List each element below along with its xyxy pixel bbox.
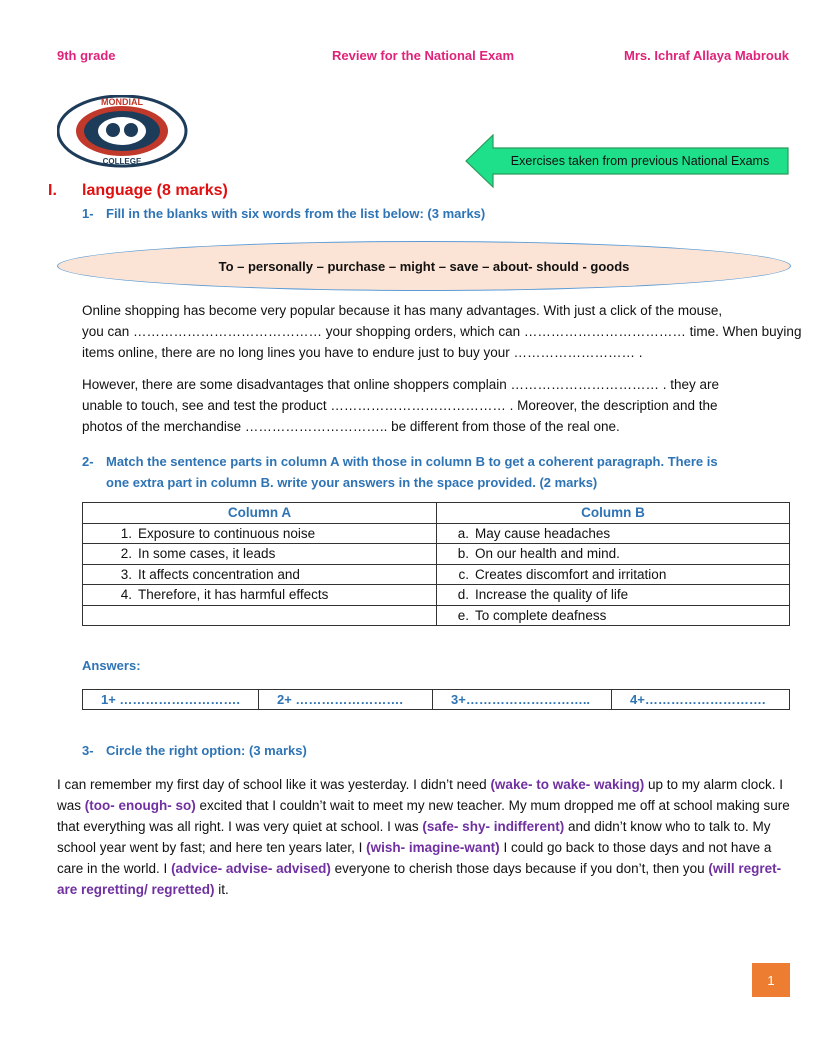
item-text: Therefore, it has harmful effects bbox=[138, 587, 329, 603]
answer-4[interactable]: 4+………………………. bbox=[612, 690, 790, 710]
cell-a bbox=[83, 564, 437, 585]
text-segment: I could go back to those days and not have a care in the world. I bbox=[57, 840, 772, 876]
option-group[interactable]: (wish- imagine-want) bbox=[366, 840, 500, 855]
cell-a bbox=[83, 544, 437, 565]
item-marker: d. bbox=[457, 587, 469, 603]
item-marker: 3. bbox=[120, 566, 132, 582]
q1-title: 1- Fill in the blanks with six words from the list below: (3 marks) bbox=[82, 206, 486, 221]
header-title: Review for the National Exam bbox=[332, 48, 515, 63]
item-text: On our health and mind. bbox=[475, 546, 620, 562]
option-group[interactable]: (safe- shy- indifferent) bbox=[422, 819, 565, 834]
q1-paragraph-1: Online shopping has become very popular because it has many advantages. With just a click of the mouse, you can …………………………………… your shopping orders, which can ……………………………… time. When buying items online, there are no long lines you have to endure just to buy your ……………………… . bbox=[82, 303, 802, 360]
item-text: Increase the quality of life bbox=[475, 587, 629, 603]
answer-3[interactable]: 3+……………………….. bbox=[433, 690, 612, 710]
table-row bbox=[83, 523, 790, 544]
svg-text:MONDIAL: MONDIAL bbox=[101, 97, 143, 107]
item-marker: e. bbox=[457, 607, 469, 623]
item-text: To complete deafness bbox=[475, 607, 607, 623]
callout-text: Exercises taken from previous National Exams bbox=[510, 154, 770, 168]
cell-b bbox=[437, 605, 790, 626]
cell-a bbox=[83, 523, 437, 544]
option-group[interactable]: (advice- advise- advised) bbox=[171, 861, 331, 876]
cell-b bbox=[437, 544, 790, 565]
section-heading: I. language (8 marks) bbox=[48, 182, 228, 199]
q1-paragraph-2: However, there are some disadvantages that online shoppers complain …………………………… . they are unable to touch, see and test the product ………………………………… . Moreover, the description and the photos of the merchandise ………………………….. be different from those of the real one. bbox=[82, 377, 720, 434]
text-segment: it. bbox=[214, 882, 229, 897]
table-row bbox=[83, 564, 790, 585]
item-marker: 4. bbox=[120, 587, 132, 603]
q3-paragraph bbox=[57, 774, 797, 900]
item-marker: c. bbox=[458, 566, 469, 582]
item-text: May cause headaches bbox=[475, 525, 611, 541]
cell-a bbox=[83, 585, 437, 606]
column-b-header: Column B bbox=[437, 503, 790, 524]
matching-table bbox=[82, 502, 790, 626]
q2-title: 2- Match the sentence parts in column A with those in column B to get a coherent paragraph. There is one extra part in column B. write your answers in the space provided. (2 marks) bbox=[82, 454, 718, 490]
item-marker: 2. bbox=[120, 546, 132, 562]
q3-title: 3- Circle the right option: (3 marks) bbox=[82, 743, 307, 758]
page-number: 1 bbox=[752, 963, 790, 997]
school-logo bbox=[57, 95, 188, 168]
option-group[interactable]: (will regret- are regretting/ regretted) bbox=[57, 861, 782, 897]
item-text: It affects concentration and bbox=[138, 566, 300, 582]
option-group[interactable]: (wake- to wake- waking) bbox=[490, 777, 645, 792]
item-marker: b. bbox=[457, 546, 469, 562]
item-text: Creates discomfort and irritation bbox=[475, 566, 667, 582]
item-marker: a. bbox=[457, 525, 469, 541]
word-list-box: To – personally – purchase – might – save – about- should - goods bbox=[57, 241, 791, 291]
answers-label: Answers: bbox=[82, 658, 141, 673]
callout-arrow bbox=[465, 134, 790, 188]
item-text: Exposure to continuous noise bbox=[138, 525, 316, 541]
column-a-header: Column A bbox=[83, 503, 437, 524]
text-segment: excited that I couldn’t wait to meet my new teacher. My mum dropped me off at school making sure that everything was all right. I was very quiet at school. I was bbox=[57, 798, 790, 834]
text-segment: up to my alarm clock. I was bbox=[57, 777, 784, 813]
cell-b bbox=[437, 523, 790, 544]
cell-a bbox=[83, 605, 437, 626]
item-marker: 1. bbox=[120, 525, 132, 541]
text-segment: I can remember my first day of school like it was yesterday. I didn’t need bbox=[57, 777, 491, 792]
text-segment: and didn’t know who to talk to. My school year went by fast; and here ten years later, I bbox=[57, 819, 771, 855]
table-row bbox=[83, 605, 790, 626]
table-row bbox=[83, 544, 790, 565]
answers-table bbox=[82, 689, 790, 710]
svg-text:COLLEGE: COLLEGE bbox=[102, 157, 142, 166]
answer-2[interactable]: 2+ ……………………. bbox=[259, 690, 433, 710]
cell-b bbox=[437, 585, 790, 606]
cell-b bbox=[437, 564, 790, 585]
table-row bbox=[83, 585, 790, 606]
answer-1[interactable]: 1+ ………………………. bbox=[83, 690, 259, 710]
item-text: In some cases, it leads bbox=[138, 546, 276, 562]
option-group[interactable]: (too- enough- so) bbox=[84, 798, 196, 813]
header-author: Mrs. Ichraf Allaya Mabrouk bbox=[624, 48, 789, 63]
header-grade: 9th grade bbox=[57, 48, 116, 63]
text-segment: everyone to cherish those days because if you don’t, then you bbox=[330, 861, 709, 876]
